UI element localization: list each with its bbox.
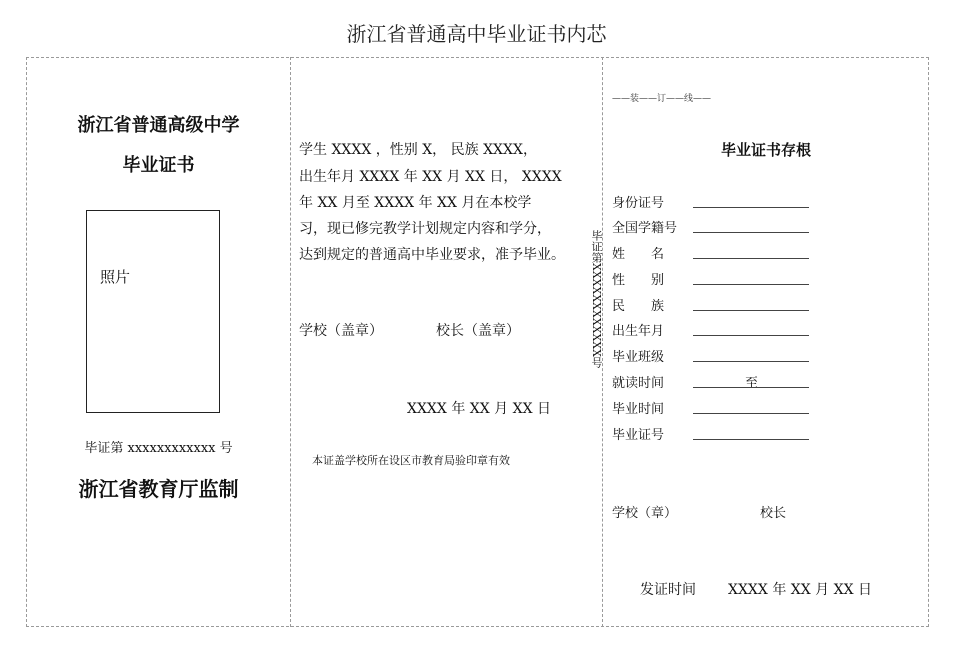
field-label-id-number: 身份证号 [612, 196, 665, 211]
school-seal-label: 学校（盖章） [299, 323, 383, 339]
cert-number: 毕证第 xxxxxxxxxxxx 号 [84, 441, 233, 456]
field-label-ethnicity: 民 族 [612, 299, 665, 314]
field-label-gender: 性 别 [612, 273, 665, 288]
cert-title-line2: 毕业证书 [122, 155, 195, 176]
validity-note: 本证盖学校所在设区市教育局验印章有效 [312, 454, 510, 467]
field-label-graduation-date: 毕业时间 [612, 402, 665, 417]
stub-school-seal: 学校（章） [612, 506, 678, 521]
field-line-study-period [693, 387, 809, 388]
body-line-4: 习，现已修完教学计划规定内容和学分， [299, 221, 551, 237]
field-line-name [693, 258, 809, 259]
field-label-study-period: 就读时间 [612, 376, 665, 391]
issuer-footer: 浙江省教育厅监制 [78, 477, 239, 501]
field-line-id-number [693, 207, 809, 208]
field-label-name: 姓 名 [612, 247, 665, 262]
principal-seal-label: 校长（盖章） [436, 323, 520, 339]
field-line-class [693, 361, 809, 362]
field-label-student-id: 全国学籍号 [612, 221, 678, 236]
body-line-1: 学生 XXXX ，性别 X， 民族 XXXX， [299, 142, 537, 158]
graduation-date: XXXX 年 XX 月 XX 日 [407, 401, 551, 417]
issue-date: XXXX 年 XX 月 XX 日 [728, 582, 872, 598]
panel-divider-left [290, 57, 291, 627]
stub-title: 毕业证书存根 [720, 141, 811, 159]
field-line-graduation-date [693, 413, 809, 414]
issue-label: 发证时间 [640, 582, 696, 598]
field-line-student-id [693, 232, 809, 233]
field-line-ethnicity [693, 310, 809, 311]
stub-principal: 校长 [760, 506, 787, 521]
cert-title-line1: 浙江省普通高级中学 [77, 115, 240, 136]
document-title: 浙江省普通高中毕业证书内芯 [346, 22, 607, 46]
field-label-birth-date: 出生年月 [612, 324, 665, 339]
body-line-3: 年 XX 月至 XXXX 年 XX 月在本校学 [299, 195, 532, 211]
field-line-gender [693, 284, 809, 285]
field-label-class: 毕业班级 [612, 350, 665, 365]
field-label-cert-number: 毕业证号 [612, 428, 665, 443]
photo-label: 照片 [100, 268, 131, 286]
binding-line: ——装——订——线—— [612, 94, 712, 104]
body-line-5: 达到规定的普通高中毕业要求，准予毕业。 [299, 247, 565, 263]
field-line-cert-number [693, 439, 809, 440]
vertical-cert-number: 毕证第XXXXXXXXXXXX号 [590, 230, 603, 368]
photo-box [86, 210, 220, 413]
field-line-birth-date [693, 335, 809, 336]
body-line-2: 出生年月 XXXX 年 XX 月 XX 日， XXXX [299, 169, 562, 185]
study-period-to: 至 [745, 376, 759, 391]
